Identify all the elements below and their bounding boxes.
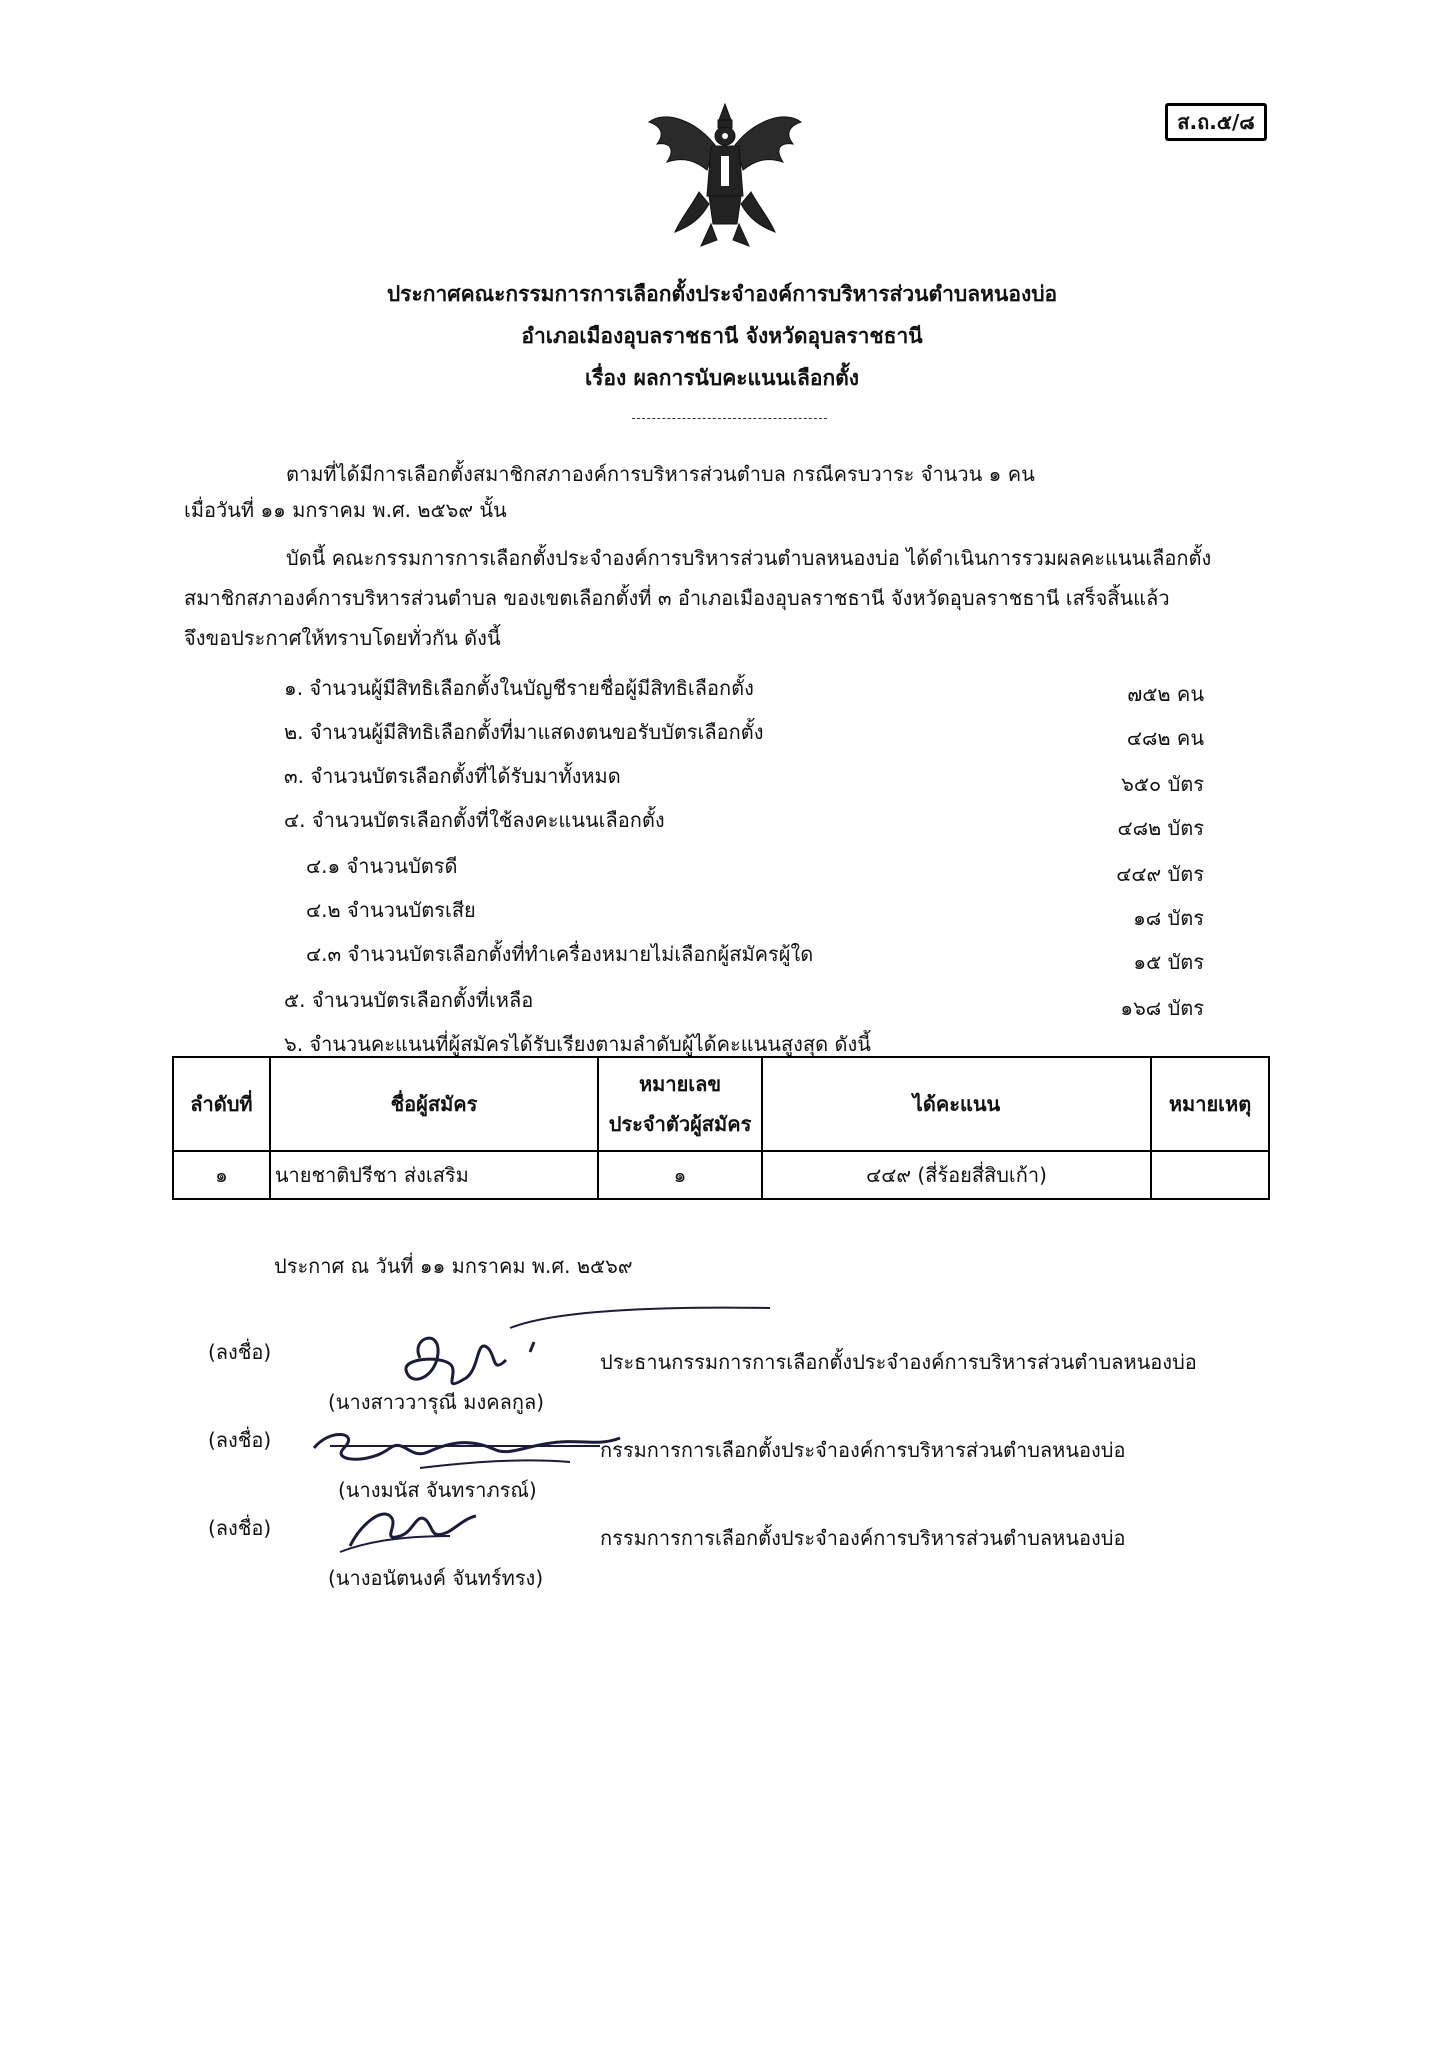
announce-date: ประกาศ ณ วันที่ ๑๑ มกราคม พ.ศ. ๒๕๖๙ [274,1254,633,1278]
header-rank: ลำดับที่ [173,1057,270,1151]
paragraph-1-line-1: ตามที่ได้มีการเลือกตั้งสมาชิกสภาองค์การบริหารส่วนตำบล กรณีครบวาระ จำนวน ๑ คน [286,462,1035,486]
header-name: ชื่อผู้สมัคร [270,1057,598,1151]
item-2-label: ๒. จำนวนผู้มีสิทธิเลือกตั้งที่มาแสดงตนขอรับบัตรเลือกตั้ง [284,720,764,744]
item-4-3-label: ๔.๓ จำนวนบัตรเลือกตั้งที่ทำเครื่องหมายไม่เลือกผู้สมัครผู้ใด [306,942,814,966]
item-4-value: ๔๘๒ บัตร [1117,816,1204,840]
item-3-value: ๖๕๐ บัตร [1121,772,1204,796]
item-4-label: ๔. จำนวนบัตรเลือกตั้งที่ใช้ลงคะแนนเลือกตั้ง [284,808,665,832]
header-number-line-1: หมายเลข [638,1072,722,1096]
paragraph-2-line-2: สมาชิกสภาองค์การบริหารส่วนตำบล ของเขตเลือกตั้งที่ ๓ อำเภอเมืองอุบลราชธานี จังหวัดอุบลราชธานี เสร็จสิ้นแล้ว [184,586,1170,610]
header-number [598,1057,762,1151]
item-4-2-label: ๔.๒ จำนวนบัตรเสีย [306,898,476,922]
paragraph-1-line-2: เมื่อวันที่ ๑๑ มกราคม พ.ศ. ๒๕๖๙ นั้น [184,498,507,522]
title-line-1: ประกาศคณะกรรมการการเลือกตั้งประจำองค์การบริหารส่วนตำบลหนองบ่อ [386,282,1058,306]
header-number-line-2: ประจำตัวผู้สมัคร [608,1112,752,1136]
signature-2-label: (ลงชื่อ) [208,1428,272,1452]
signature-2-role: กรรมการการเลือกตั้งประจำองค์การบริหารส่วนตำบลหนองบ่อ [600,1438,1126,1462]
item-4-1-label: ๔.๑ จำนวนบัตรดี [306,854,458,878]
paragraph-2-line-1: บัดนี้ คณะกรรมการการเลือกตั้งประจำองค์การบริหารส่วนตำบลหนองบ่อ ได้ดำเนินการรวมผลคะแนนเลือกตั้ง [286,546,1212,570]
title-line-3: เรื่อง ผลการนับคะแนนเลือกตั้ง [584,366,860,390]
signature-2-name: (นางมนัส จันทราภรณ์) [338,1478,537,1502]
signature-1-label: (ลงชื่อ) [208,1340,272,1364]
signature-3-mark [330,1496,480,1566]
cell-score: ๔๔๙ (สี่ร้อยสี่สิบเก้า) [762,1151,1151,1199]
form-code-badge [1165,103,1267,141]
item-6-label: ๖. จำนวนคะแนนที่ผู้สมัครได้รับเรียงตามลำดับผู้ได้คะแนนสูงสุด ดังนี้ [284,1032,871,1056]
header-remark: หมายเหตุ [1151,1057,1269,1151]
item-4-2-value: ๑๘ บัตร [1133,906,1204,930]
header-score: ได้คะแนน [762,1057,1151,1151]
item-5-label: ๕. จำนวนบัตรเลือกตั้งที่เหลือ [284,988,534,1012]
paragraph-2-line-3: จึงขอประกาศให้ทราบโดยทั่วกัน ดังนี้ [184,626,501,650]
item-3-label: ๓. จำนวนบัตรเลือกตั้งที่ได้รับมาทั้งหมด [284,764,621,788]
item-4-1-value: ๔๔๙ บัตร [1116,862,1204,886]
signature-3-name: (นางอนัตนงค์ จันทร์ทรง) [328,1566,544,1590]
title-line-2: อำเภอเมืองอุบลราชธานี จังหวัดอุบลราชธานี [521,324,923,348]
cell-number: ๑ [598,1151,762,1199]
cell-remark [1151,1151,1269,1199]
garuda-emblem-icon [645,100,805,250]
form-code-text: ส.ถ.๕/๘ [1177,110,1255,134]
signature-3-label: (ลงชื่อ) [208,1516,272,1540]
results-table [172,1056,1270,1200]
title-divider [632,418,827,419]
signature-3-role: กรรมการการเลือกตั้งประจำองค์การบริหารส่วนตำบลหนองบ่อ [600,1526,1126,1550]
item-1-label: ๑. จำนวนผู้มีสิทธิเลือกตั้งในบัญชีรายชื่อผู้มีสิทธิเลือกตั้ง [284,676,754,700]
cell-rank: ๑ [173,1151,270,1199]
table-row [173,1151,1269,1199]
item-4-3-value: ๑๕ บัตร [1133,950,1204,974]
cell-name: นายชาติปรีชา ส่งเสริม [270,1151,598,1199]
signature-1-role: ประธานกรรมการการเลือกตั้งประจำองค์การบริหารส่วนตำบลหนองบ่อ [600,1350,1197,1374]
item-5-value: ๑๖๘ บัตร [1120,996,1204,1020]
item-1-value: ๗๕๒ คน [1127,682,1204,706]
item-2-value: ๔๘๒ คน [1126,726,1204,750]
table-header-row [173,1057,1269,1151]
signature-1-name: (นางสาววารุณี มงคลกูล) [328,1390,545,1414]
